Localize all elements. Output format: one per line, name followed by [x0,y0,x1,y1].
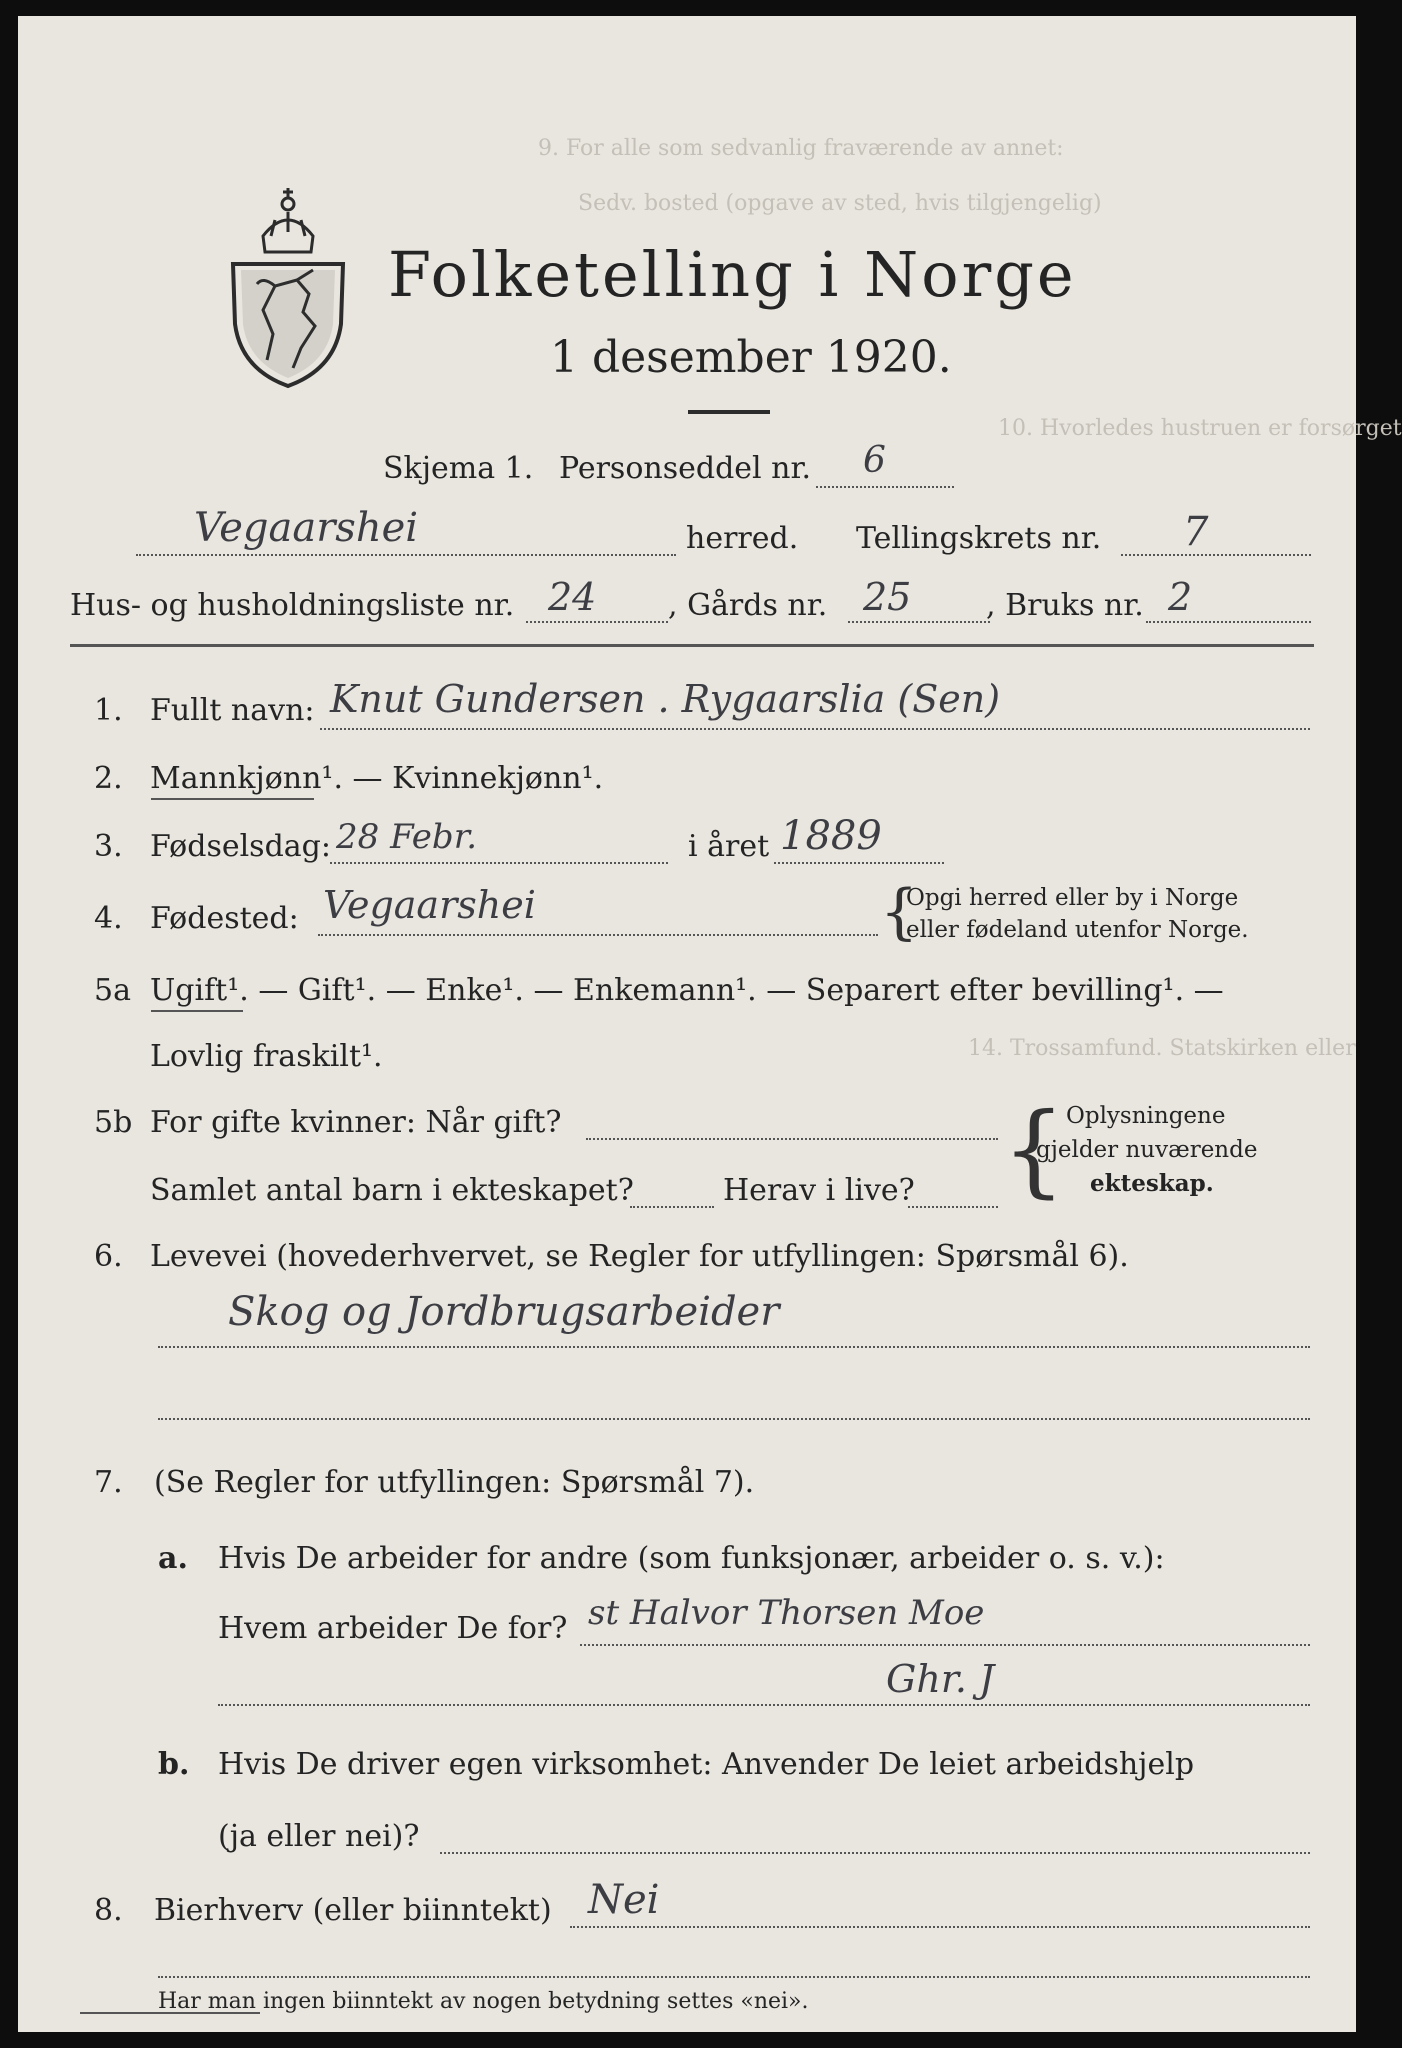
bleed-through-text: 9. For alle som sedvanlig fraværende av annet: [538,136,1064,161]
q7a-field [580,1644,1310,1646]
q7a-field-2 [218,1704,1310,1706]
q5b-children-field [630,1206,714,1208]
q5b-alive-field [908,1206,998,1208]
q3-year-value: 1889 [780,813,882,859]
q4-field [318,934,878,936]
bruks-value: 2 [1168,575,1193,619]
q5b-label-2: Samlet antal barn i ekteskapet? [150,1173,634,1208]
q4-note-1: Opgi herred eller by i Norge [906,885,1239,911]
bruks-field [1146,621,1311,623]
q5b-note-3: ekteskap. [1090,1170,1214,1197]
q3-number: 3. [94,829,123,864]
q4-value: Vegaarshei [323,883,536,927]
q7a-label: Hvis De arbeider for andre (som funksjonær, arbeider o. s. v.): [218,1541,1165,1576]
q1-field [320,728,1310,730]
q3-label: Fødselsdag: [150,829,331,864]
herred-field [136,554,676,556]
personseddel-label: Personseddel nr. [559,451,812,486]
title-divider [688,410,770,414]
q2-number: 2. [94,761,123,796]
hus-field [526,621,668,623]
q4-note-2: eller fødeland utenfor Norge. [906,917,1249,943]
q6-value: Skog og Jordbrugsarbeider [228,1289,780,1335]
q6-field [158,1346,1310,1348]
q3-year-label: i året [688,829,770,864]
q7b-label: Hvis De driver egen virksomhet: Anvender De leiet arbeidshjelp [218,1747,1195,1782]
q6-number: 6. [94,1239,123,1274]
q4-number: 4. [94,901,123,936]
q7a-number: a. [158,1541,188,1576]
q7b-field [440,1852,1310,1854]
bruks-label: , Bruks nr. [986,588,1144,623]
q5b-married-field [586,1138,998,1140]
skjema-label: Skjema 1. [383,451,534,486]
census-form [18,16,1402,2032]
form-title: Folketelling i Norge [388,238,1077,311]
q4-brace: { [880,877,919,947]
q1-value: Knut Gundersen . Rygaarslia (Sen) [330,677,1001,721]
q6-label: Levevei (hovederhvervet, se Regler for utfyllingen: Spørsmål 6). [150,1239,1129,1274]
q8-value: Nei [588,1877,660,1923]
q2-label: Mannkjønn¹. — Kvinnekjønn¹. [150,761,604,796]
q5a-number: 5a [94,973,131,1008]
q3-value: 28 Febr. [336,817,478,857]
header-separator [70,644,1314,647]
personseddel-value: 6 [863,440,886,481]
q2-underline [151,798,314,800]
form-date: 1 desember 1920. [550,332,952,383]
q7-label: (Se Regler for utfyllingen: Spørsmål 7). [154,1465,755,1500]
q7b-number: b. [158,1747,190,1782]
q1-label: Fullt navn: [150,693,315,728]
q5b-label-3: Herav i live? [723,1173,915,1208]
tellingskrets-field [1121,554,1311,556]
gards-value: 25 [863,575,912,619]
bleed-through-text: Sedv. bosted (opgave av sted, hvis tilgjengelig) [578,191,1102,216]
q7-number: 7. [94,1465,123,1500]
footnote-rule [80,2012,260,2014]
q5b-label: For gifte kvinner: Når gift? [150,1105,562,1140]
q8-field-2 [158,1976,1310,1978]
gards-label: , Gårds nr. [668,588,828,623]
q5a-label: Ugift¹. — Gift¹. — Enke¹. — Enkemann¹. — Separert efter bevilling¹. — [150,973,1224,1008]
q5b-brace: { [1002,1091,1066,1208]
coat-of-arms-icon [223,184,353,390]
q4-label: Fødested: [150,901,299,936]
q8-number: 8. [94,1893,123,1928]
q7a-value-2: Ghr. J [886,1657,995,1701]
q5a-underline [151,1010,243,1012]
q5b-note-2: gjelder nuværende [1036,1137,1258,1163]
hus-value: 24 [548,575,597,619]
q1-number: 1. [94,693,123,728]
bleed-through-text: 14. Trossamfund. Statskirken eller [968,1036,1356,1061]
herred-label: herred. [686,521,799,556]
q5a-label-2: Lovlig fraskilt¹. [150,1039,383,1074]
q5b-number: 5b [94,1105,133,1140]
q3-field [330,862,668,864]
q8-field [570,1926,1310,1928]
q5b-note-1: Oplysningene [1066,1103,1226,1129]
q6-field-2 [158,1418,1310,1420]
q7b-label-2: (ja eller nei)? [218,1819,420,1854]
footer-note: Har man ingen biinntekt av nogen betydning settes «nei». [158,1989,809,2014]
q7a-label-2: Hvem arbeider De for? [218,1611,568,1646]
q7a-value: st Halvor Thorsen Moe [588,1593,985,1633]
personseddel-field [816,486,954,488]
gards-field [848,621,990,623]
q8-label: Bierhverv (eller biinntekt) [154,1893,552,1928]
tellingskrets-label: Tellingskrets nr. [856,521,1102,556]
hus-label: Hus- og husholdningsliste nr. [70,588,515,623]
bleed-through-text: 10. Hvorledes hustruen er forsørget [998,416,1402,441]
herred-value: Vegaarshei [194,505,419,551]
tellingskrets-value: 7 [1183,509,1209,555]
q3-year-field [774,862,944,864]
